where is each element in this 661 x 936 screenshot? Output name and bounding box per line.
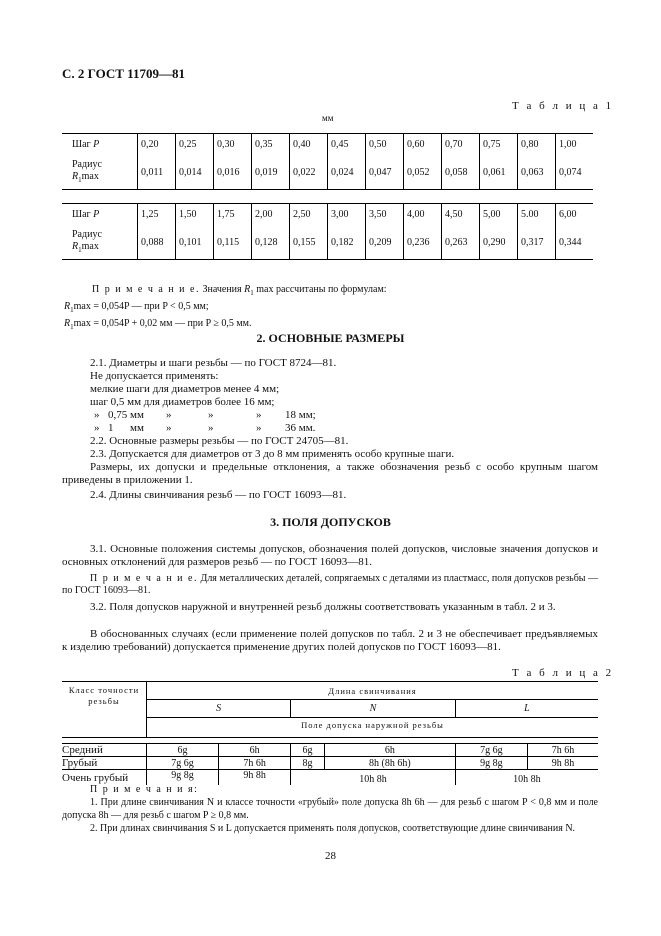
pitch-cell: 0,20 (137, 134, 175, 156)
radius-cell: 0,101 (175, 226, 213, 260)
radius-cell: 0,236 (403, 226, 441, 260)
note-line: П р и м е ч а н и е. Значения $R_1$ max рассчитаны по формулам: (92, 284, 387, 297)
radius-cell: 0,115 (213, 226, 251, 260)
radius-label: Радиус $R_1\max$ (62, 226, 137, 260)
radius-cell: 0,344 (555, 226, 593, 260)
pitch-cell: 0,45 (327, 134, 365, 156)
pitch-cell: 0,50 (365, 134, 403, 156)
pitch-cell: 2,50 (289, 204, 327, 226)
radius-cell: 0,024 (327, 156, 365, 190)
radius-cell: 0,014 (175, 156, 213, 190)
radius-cell: 0,155 (289, 226, 327, 260)
radius-row (62, 156, 593, 190)
section3-p31: 3.1. Основные положения системы допусков, обозначения полей допусков, числовые значения допусков и основных отклонений для размеров резьб — по ГОСТ 16093—81. (62, 543, 598, 568)
field-header: Поле допуска наружной резьбы (147, 718, 599, 738)
pitch-label: Шаг P (62, 204, 137, 226)
table1-unit: мм (322, 113, 334, 123)
radius-cell: 0,016 (213, 156, 251, 190)
table2-row-coarse: Грубый 7g 6g 7h 6h 8g 8h (8h 6h) 9g 8g 9h 8h (62, 757, 598, 770)
table1-caption: Т а б л и ц а 1 (512, 100, 614, 112)
table2-head-row (62, 682, 598, 700)
pitch-cell: 0,80 (517, 134, 555, 156)
pitch-cell: 0,75 (479, 134, 517, 156)
table2-row-very-coarse: Очень грубый 9g 8g 9h 8h 10h 8h 10h 8h (62, 770, 598, 786)
radius-cell: 0,011 (137, 156, 175, 190)
table1-note (64, 283, 387, 334)
table2-notes (62, 783, 598, 835)
radius-cell: 0,058 (441, 156, 479, 190)
length-n-header: N (291, 700, 456, 718)
radius-cell: 0,182 (327, 226, 365, 260)
radius-row (62, 226, 593, 260)
section3-title: 3. ПОЛЯ ДОПУСКОВ (270, 515, 391, 529)
pitch-cell: 1,25 (137, 204, 175, 226)
pitch-cell: 0,70 (441, 134, 479, 156)
radius-cell: 0,128 (251, 226, 289, 260)
radius-cell: 0,052 (403, 156, 441, 190)
pitch-cell: 1,75 (213, 204, 251, 226)
text-line: 2.1. Диаметры и шаги резьбы — по ГОСТ 8724—81. (90, 357, 337, 369)
radius-cell: 0,088 (137, 226, 175, 260)
radius-cell: 0,263 (441, 226, 479, 260)
section2-p24: 2.4. Длины свинчивания резьб — по ГОСТ 16093—81. (90, 489, 347, 501)
pitch-cell: 0,40 (289, 134, 327, 156)
pitch-cell: 3,00 (327, 204, 365, 226)
ditto-row: » 0,75 мм » » » 18 мм; (94, 409, 316, 421)
pitch-cell: 1,50 (175, 204, 213, 226)
section3-p32: 3.2. Поля допусков наружной и внутренней резьб должны соответствовать указанным в табл. 2 и 3. (90, 601, 556, 613)
radius-cell: 0,061 (479, 156, 517, 190)
note-2: 2. При длинах свинчивания S и L допускается применять поля допусков, соответствующие длине свинчивания N. (90, 823, 576, 834)
pitch-cell: 5.00 (517, 204, 555, 226)
table2 (62, 681, 598, 785)
section3-p33: В обоснованных случаях (если применение полей допусков по табл. 2 и 3 не обеспечивает предъявляемых к изделию требований) допускается применение других полей допусков по ГОСТ 16093—81. (62, 628, 598, 653)
text-line: шаг 0,5 мм для диаметров более 16 мм; (90, 396, 275, 408)
pitch-label: Шаг P (62, 134, 137, 156)
pitch-cell: 1,00 (555, 134, 593, 156)
radius-cell: 0,209 (365, 226, 403, 260)
section2-body (90, 357, 598, 461)
section2-p23b: Размеры, их допуски и предельные отклонения, а также обозначения резьб с особо крупным шагом приведены в приложении 1. (62, 461, 598, 486)
radius-cell: 0,019 (251, 156, 289, 190)
ditto-row: » 1 мм » » » 36 мм. (94, 422, 316, 434)
formula-line: $R_1\max = 0,054P$ — при P < 0,5 мм; (64, 301, 209, 314)
pitch-cell: 5,00 (479, 204, 517, 226)
formula-line: $R_1\max = 0,054P + 0,02$ мм — при P ≥ 0,5 мм. (64, 318, 252, 331)
table1-block1 (62, 133, 593, 190)
pitch-row (62, 134, 593, 156)
radius-cell: 0,063 (517, 156, 555, 190)
pitch-cell: 3,50 (365, 204, 403, 226)
length-header: Длина свинчивания (147, 682, 599, 700)
radius-cell: 0,074 (555, 156, 593, 190)
note-1: 1. При длине свинчивания N и классе точности «грубый» поле допуска 8h 6h — для резьб с шагом P < 0,8 мм и поле допуска 8h — для резьб с шагом P ≥ 0,8 мм. (62, 797, 598, 821)
pitch-cell: 0,60 (403, 134, 441, 156)
text-line: 2.2. Основные размеры резьбы — по ГОСТ 24705—81. (90, 435, 349, 447)
text-line: 2.3. Допускается для диаметров от 3 до 8 мм применять особо крупные шаги. (90, 448, 455, 460)
pitch-cell: 4,00 (403, 204, 441, 226)
pitch-cell: 0,25 (175, 134, 213, 156)
section3-note: П р и м е ч а н и е. Для металлических деталей, сопрягаемых с деталями из пластмасс, поля допусков резьбы — по ГОСТ 16093—81. (62, 573, 599, 596)
pitch-cell: 0,30 (213, 134, 251, 156)
length-l-header: L (455, 700, 598, 718)
pitch-cell: 2,00 (251, 204, 289, 226)
pitch-cell: 0,35 (251, 134, 289, 156)
radius-label: Радиус $R_1\max$ (62, 156, 137, 190)
notes-title: П р и м е ч а н и я: (90, 784, 199, 795)
pitch-cell: 4,50 (441, 204, 479, 226)
table1-block2 (62, 203, 593, 260)
radius-cell: 0,317 (517, 226, 555, 260)
radius-cell: 0,022 (289, 156, 327, 190)
class-header: Класс точности резьбы (62, 682, 147, 738)
table2-row-medium: Средний 6g 6h 6g 6h 7g 6g 7h 6h (62, 744, 598, 757)
radius-cell: 0,290 (479, 226, 517, 260)
page-header: С. 2 ГОСТ 11709—81 (62, 66, 185, 81)
text-line: мелкие шаги для диаметров менее 4 мм; (90, 383, 280, 395)
table2-caption: Т а б л и ц а 2 (512, 667, 614, 679)
text-line: Не допускается применять: (90, 370, 219, 382)
pitch-row (62, 204, 593, 226)
page-number: 28 (325, 850, 336, 862)
radius-cell: 0,047 (365, 156, 403, 190)
section2-title: 2. ОСНОВНЫЕ РАЗМЕРЫ (256, 331, 405, 345)
pitch-cell: 6,00 (555, 204, 593, 226)
length-s-header: S (147, 700, 291, 718)
